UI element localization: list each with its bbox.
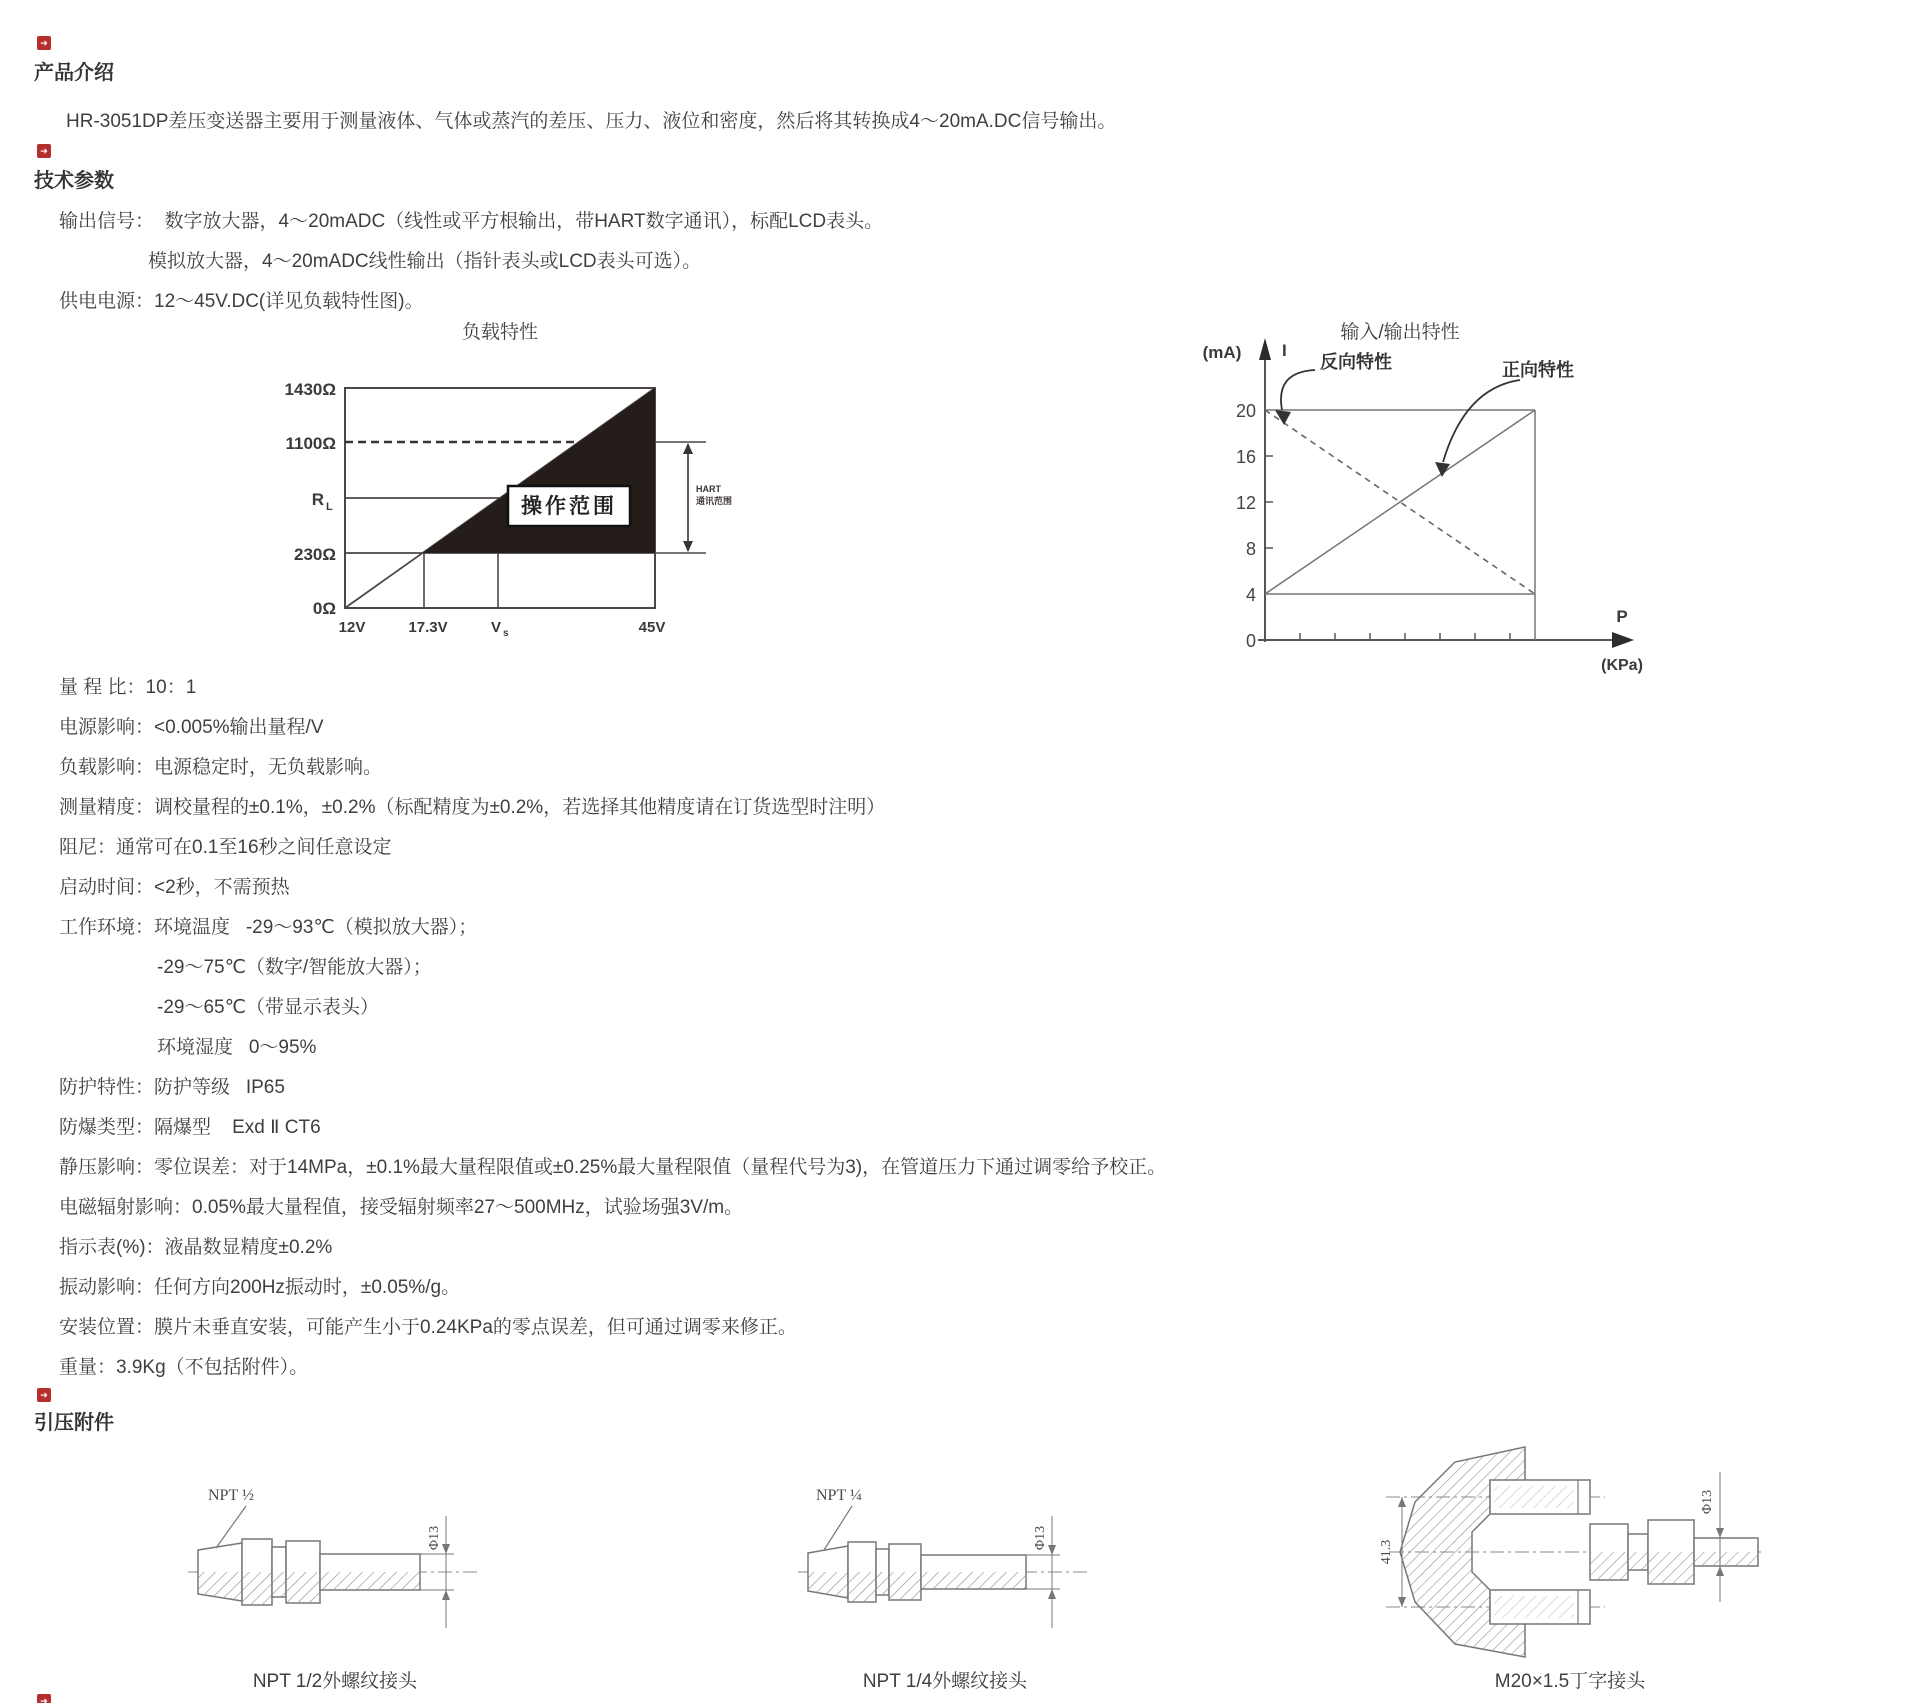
spec-power-effect: 电源影响：<0.005%输出量程/V xyxy=(59,717,324,738)
io-y-8: 8 xyxy=(1245,539,1256,559)
spec-weight: 重量：3.9Kg（不包括附件）。 xyxy=(59,1357,309,1378)
power-supply-line: 供电电源：12～45V.DC(详见负载特性图)。 xyxy=(59,291,424,312)
fitting-dim-label: Φ13 xyxy=(1700,1489,1715,1515)
spec-startup-time: 启动时间：<2秒，不需预热 xyxy=(59,877,290,898)
spec-humidity: 环境湿度 0～95% xyxy=(157,1037,317,1058)
io-y-16: 16 xyxy=(1235,447,1256,467)
spec-static-pressure: 静压影响：零位误差：对于14MPa，±0.1%最大量程限值或±0.25%最大量程限值（量程代号为3)，在管道压力下通过调零给予校正。 xyxy=(59,1157,1167,1178)
reverse-annotation: 反向特性 xyxy=(1320,352,1392,372)
intro-heading: 产品介绍 xyxy=(34,62,114,84)
spec-damping: 阻尼：通常可在0.1至16秒之间任意设定 xyxy=(59,837,392,858)
spec-temp-display: -29～65℃（带显示表头） xyxy=(157,997,379,1018)
spec-protection: 防护特性：防护等级 IP65 xyxy=(59,1077,285,1098)
load-x-12v: 12V xyxy=(338,619,366,636)
spec-explosion-proof: 防爆类型：隔爆型 Exd Ⅱ CT6 xyxy=(59,1117,321,1138)
forward-annotation: 正向特性 xyxy=(1502,360,1574,380)
spec-load-effect: 负载影响：电源稳定时，无负载影响。 xyxy=(59,757,383,778)
load-y-rl: R xyxy=(311,490,324,509)
load-y-230: 230Ω xyxy=(294,545,336,564)
fitting-caption: NPT 1/2外螺纹接头 xyxy=(252,1671,418,1692)
load-y-0: 0Ω xyxy=(312,599,336,618)
load-characteristics-chart xyxy=(240,340,760,650)
io-y-0: 0 xyxy=(1245,631,1256,651)
hart-range-label-2: 通讯范围 xyxy=(696,496,733,506)
fitting-drawing-m20 xyxy=(1360,1432,1780,1672)
io-x-name: P xyxy=(1616,607,1628,626)
spec-list xyxy=(59,668,1166,1388)
spec-mounting: 安装位置：膜片未垂直安装，可能产生小于0.24KPa的零点误差，但可通过调零来修正。 xyxy=(59,1317,797,1338)
fitting-dim-height: 41.3 xyxy=(1379,1539,1394,1565)
spec-range-ratio: 量 程 比：10：1 xyxy=(59,677,197,698)
fitting-caption: NPT 1/4外螺纹接头 xyxy=(862,1671,1028,1692)
operating-range-area xyxy=(423,388,656,553)
fitting-dim-label: Φ13 xyxy=(427,1525,442,1551)
io-y-12: 12 xyxy=(1235,493,1256,513)
hart-range-label-1: HART xyxy=(696,484,721,494)
load-chart-title: 负载特性 xyxy=(461,322,538,343)
fitting-drawing-npt14 xyxy=(790,1460,1100,1660)
io-x-unit: (KPa) xyxy=(1601,657,1643,674)
fitting-thread-label: NPT ¼ xyxy=(816,1487,862,1504)
io-characteristics-chart xyxy=(1170,322,1650,692)
section-bullet-icon: ➔ xyxy=(37,1694,51,1703)
load-y-rl-sub: L xyxy=(326,501,333,513)
spec-vibration: 振动影响：任何方向200Hz振动时，±0.05%/g。 xyxy=(59,1277,461,1298)
section-bullet-icon: ➔ xyxy=(37,1388,51,1402)
spec-emi: 电磁辐射影响：0.05%最大量程值，接受辐射频率27～500MHz，试验场强3V/m。 xyxy=(59,1197,744,1218)
io-y-20: 20 xyxy=(1235,401,1256,421)
spec-indicator: 指示表(%)：液晶数显精度±0.2% xyxy=(59,1237,333,1258)
section-bullet-icon: ➔ xyxy=(37,36,51,50)
output-signal-line1: 输出信号： 数字放大器，4～20mADC（线性或平方根输出，带HART数字通讯），标配LCD表头。 xyxy=(59,211,884,232)
fitting-drawing-npt12 xyxy=(180,1460,490,1660)
load-x-45v: 45V xyxy=(638,619,666,636)
fitting-dim-label: Φ13 xyxy=(1033,1525,1048,1551)
output-signal-line2: 模拟放大器，4～20mADC线性输出（指针表头或LCD表头可选）。 xyxy=(148,251,702,272)
load-x-vs-sub: s xyxy=(503,628,509,639)
tech-heading: 技术参数 xyxy=(34,170,114,192)
spec-temp-digital: -29～75℃（数字/智能放大器）； xyxy=(157,957,432,978)
load-y-1100: 1100Ω xyxy=(285,434,336,453)
io-chart-title: 输入/输出特性 xyxy=(1340,322,1460,343)
load-y-1430: 1430Ω xyxy=(284,380,336,399)
load-x-17v: 17.3V xyxy=(408,619,448,636)
fitting-thread-label: NPT ½ xyxy=(208,1487,254,1504)
fitting-caption: M20×1.5丁字接头 xyxy=(1494,1671,1646,1692)
section-bullet-icon: ➔ xyxy=(37,144,51,158)
spec-accuracy: 测量精度：调校量程的±0.1%，±0.2%（标配精度为±0.2%，若选择其他精度请在订货选型时注明） xyxy=(59,797,886,818)
operating-range-label: 操作范围 xyxy=(521,495,617,518)
io-y-name: I xyxy=(1282,341,1287,360)
io-y-unit: (mA) xyxy=(1202,343,1242,362)
fittings-heading: 引压附件 xyxy=(34,1412,114,1434)
load-x-vs: V xyxy=(490,619,502,636)
flange-section xyxy=(1400,1447,1525,1657)
io-y-4: 4 xyxy=(1245,585,1256,605)
spec-work-env-temp: 工作环境：环境温度 -29～93℃（模拟放大器）； xyxy=(59,917,478,938)
intro-body: HR-3051DP差压变送器主要用于测量液体、气体或蒸汽的差压、压力、液位和密度，然后将其转换成4～20mA.DC信号输出。 xyxy=(66,111,1117,132)
